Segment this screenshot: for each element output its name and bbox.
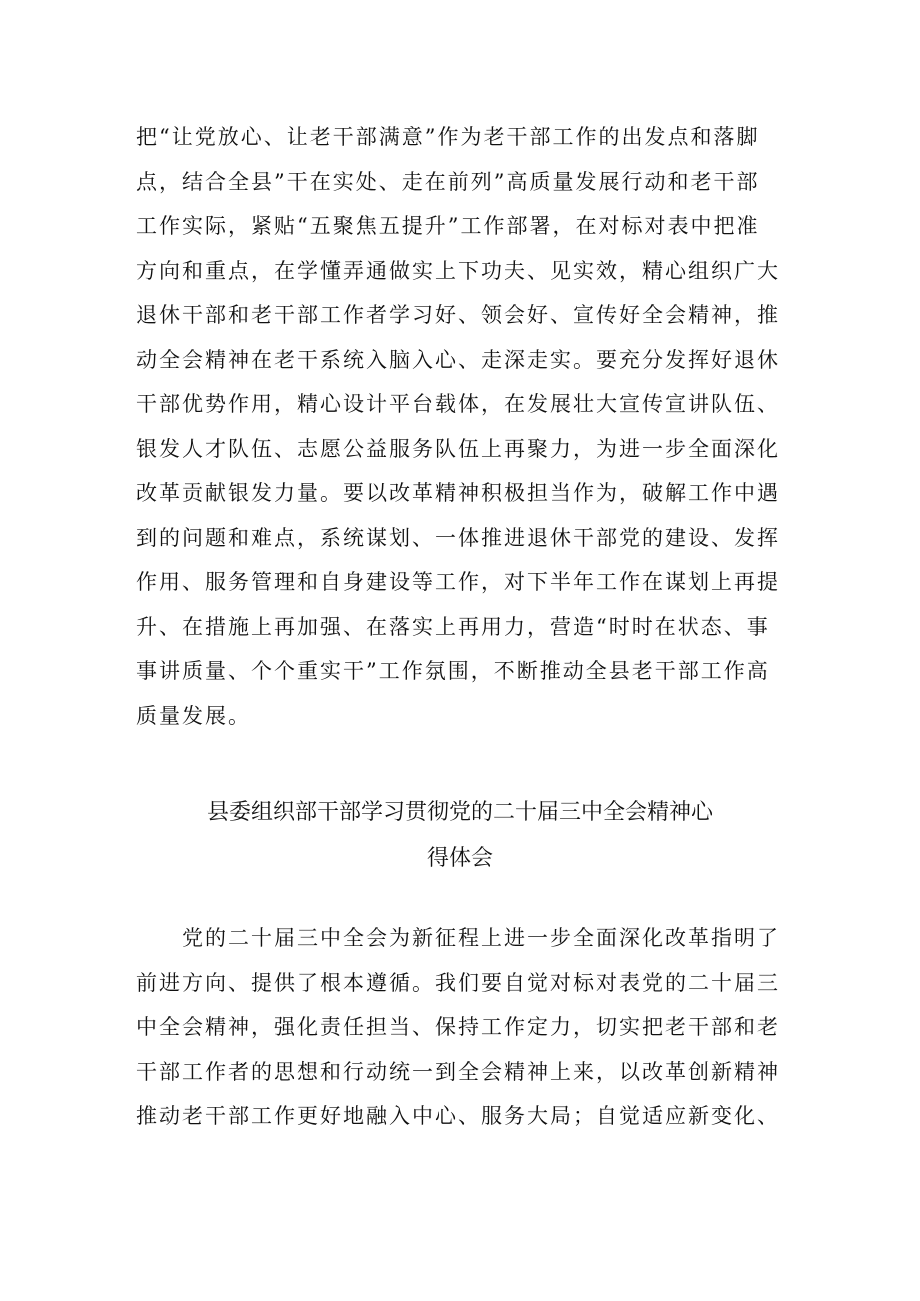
text-line: 质量发展。 [136, 703, 251, 728]
text-line: 把“让党放心、让老干部满意”作为老干部工作的出发点和落脚 [136, 125, 760, 149]
text-line: 动全会精神在老干系统入脑入心、走深走实。要充分发挥好退休 [136, 347, 780, 372]
text-line: 升、在措施上再加强、在落实上再用力，营造“时时在状态、事 [136, 614, 770, 639]
text-line: 事讲质量、个个重实干”工作氛围，不断推动全县老干部工作高 [136, 659, 770, 683]
text-line: 党的二十届三中全会为新征程上进一步全面深化改革指明了 [136, 926, 780, 950]
text-line: 点，结合全县”干在实处、走在前列”高质量发展行动和老干部 [136, 169, 760, 194]
text-line: 中全会精神，强化责任担当、保持工作定力，切实把老干部和老 [136, 1015, 780, 1039]
text-line: 到的问题和难点，系统谋划、一体推进退休干部党的建设、发挥 [136, 525, 780, 550]
article-title [136, 790, 784, 882]
text-line: 干部优势作用，精心设计平台载体，在发展壮大宣传宣讲队伍、 [136, 392, 780, 416]
text-line: 工作实际，紧贴“五聚焦五提升”工作部署，在对标对表中把准 [136, 214, 760, 238]
title-line: 得体会 [426, 846, 493, 871]
text-line: 改革贡献银发力量。要以改革精神积极担当作为，破解工作中遇 [136, 481, 780, 505]
text-line: 前进方向、提供了根本遵循。我们要自觉对标对表党的二十届三 [136, 970, 780, 995]
body-paragraph-2 [136, 916, 784, 1139]
text-line: 银发人才队伍、志愿公益服务队伍上再聚力，为进一步全面深化 [136, 436, 780, 461]
text-line: 退休干部和老干部工作者学习好、领会好、宣传好全会精神，推 [136, 303, 780, 327]
body-paragraph-1 [136, 115, 784, 738]
title-line: 县委组织部干部学习贯彻党的二十届三中全会精神心 [206, 800, 713, 825]
text-line: 方向和重点，在学懂弄通做实上下功夫、见实效，精心组织广大 [136, 258, 780, 283]
text-line: 作用、服务管理和自身建设等工作，对下半年工作在谋划上再提 [136, 570, 780, 594]
text-line: 干部工作者的思想和行动统一到全会精神上来，以改革创新精神 [136, 1059, 780, 1084]
text-line: 推动老干部工作更好地融入中心、服务大局；自觉适应新变化、 [136, 1104, 780, 1128]
